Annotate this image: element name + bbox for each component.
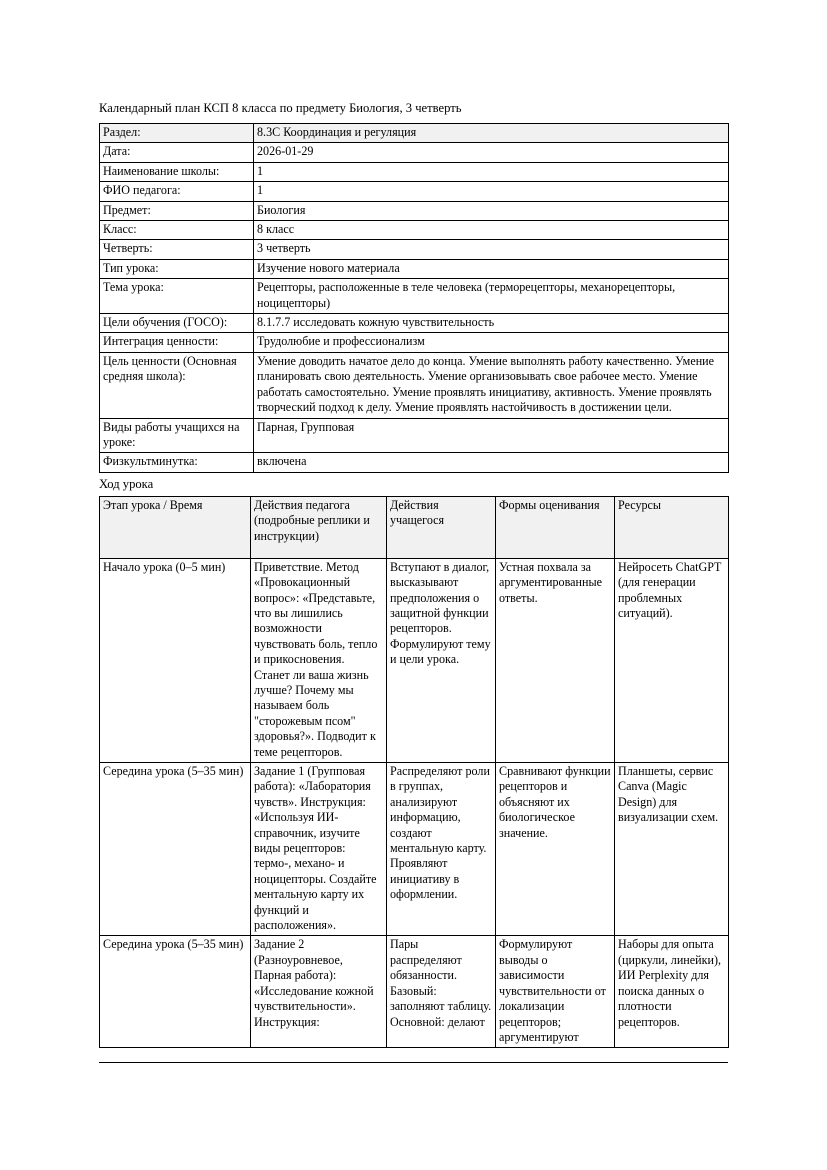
lesson-flow-heading: Ход урока — [99, 476, 154, 491]
document-content — [99, 100, 728, 1048]
table-row — [100, 240, 729, 259]
table-row — [100, 558, 729, 762]
info-row-value: 2026-01-29 — [254, 143, 729, 162]
flow-cell-resources: Планшеты, сервис Canva (Magic Design) для визуализации схем. — [615, 763, 729, 936]
info-row-value: Парная, Групповая — [254, 418, 729, 453]
info-row-label: ФИО педагога: — [100, 182, 254, 201]
flow-cell-teacher-actions: Приветствие. Метод «Провокационный вопрос»: «Представьте, что вы лишились возможности чувствовать боль, тепло и прикосновения. Станет ли ваша жизнь лучше? Почему мы называем боль "сторожевым псом" здоровья?». Подводит к теме рецепторов. — [251, 558, 387, 762]
table-row — [100, 279, 729, 314]
info-row-value: Изучение нового материала — [254, 259, 729, 278]
info-row-value: 1 — [254, 162, 729, 181]
column-header-teacher-actions: Действия педагога (подробные реплики и инструкции) — [251, 496, 387, 558]
info-row-label: Дата: — [100, 143, 254, 162]
info-row-label: Цель ценности (Основная средняя школа): — [100, 352, 254, 418]
info-row-value: 8 класс — [254, 221, 729, 240]
flow-cell-student-actions: Распределяют роли в группах, анализируют информацию, создают ментальную карту. Проявляют инициативу в оформлении. — [387, 763, 496, 936]
lesson-flow-body — [100, 558, 729, 1048]
flow-cell-stage: Середина урока (5–35 мин) — [100, 763, 251, 936]
table-row — [100, 124, 729, 143]
flow-cell-assessment: Формулируют выводы о зависимости чувствительности от локализации рецепторов; аргументируют — [496, 936, 615, 1048]
info-row-value: Рецепторы, расположенные в теле человека (терморецепторы, механорецепторы, ноцицепторы) — [254, 279, 729, 314]
table-row — [100, 162, 729, 181]
info-row-label: Раздел: — [100, 124, 254, 143]
info-row-label: Физкультминутка: — [100, 453, 254, 472]
lesson-flow-table — [99, 496, 729, 1049]
info-row-label: Четверть: — [100, 240, 254, 259]
info-row-value: 3 четверть — [254, 240, 729, 259]
table-row — [100, 763, 729, 936]
info-row-label: Тема урока: — [100, 279, 254, 314]
info-row-value: 8.1.7.7 исследовать кожную чувствительность — [254, 314, 729, 333]
flow-cell-student-actions: Пары распределяют обязанности. Базовый: заполняют таблицу. Основной: делают — [387, 936, 496, 1048]
info-row-label: Предмет: — [100, 201, 254, 220]
table-row — [100, 418, 729, 453]
table-header-row — [100, 496, 729, 558]
info-row-value: Трудолюбие и профессионализм — [254, 333, 729, 352]
lesson-info-body — [100, 124, 729, 473]
table-row — [100, 333, 729, 352]
column-header-stage: Этап урока / Время — [100, 496, 251, 558]
page-title: Календарный план КСП 8 класса по предмету Биология, 3 четверть — [99, 101, 462, 115]
info-row-label: Цели обучения (ГОСО): — [100, 314, 254, 333]
info-row-label: Тип урока: — [100, 259, 254, 278]
table-row — [100, 936, 729, 1048]
table-row — [100, 143, 729, 162]
table-row — [100, 182, 729, 201]
flow-cell-resources: Нейросеть ChatGPT (для генерации проблемных ситуаций). — [615, 558, 729, 762]
table-row — [100, 221, 729, 240]
lesson-flow-head — [100, 496, 729, 558]
flow-cell-resources: Наборы для опыта (циркули, линейки), ИИ Perplexity для поиска данных о плотности рецепторов. — [615, 936, 729, 1048]
info-row-label: Виды работы учащихся на уроке: — [100, 418, 254, 453]
info-row-value: Биология — [254, 201, 729, 220]
table-row — [100, 201, 729, 220]
column-header-resources: Ресурсы — [615, 496, 729, 558]
column-header-assessment: Формы оценивания — [496, 496, 615, 558]
flow-cell-student-actions: Вступают в диалог, высказывают предположения о защитной функции рецепторов. Формулируют тему и цели урока. — [387, 558, 496, 762]
flow-cell-assessment: Устная похвала за аргументированные ответы. — [496, 558, 615, 762]
flow-cell-stage: Начало урока (0–5 мин) — [100, 558, 251, 762]
flow-cell-assessment: Сравнивают функции рецепторов и объясняют их биологическое значение. — [496, 763, 615, 936]
column-header-student-actions: Действия учащегося — [387, 496, 496, 558]
info-row-value: 1 — [254, 182, 729, 201]
info-row-label: Класс: — [100, 221, 254, 240]
table-row — [100, 314, 729, 333]
lesson-info-table — [99, 123, 729, 473]
info-row-label: Наименование школы: — [100, 162, 254, 181]
info-row-label: Интеграция ценности: — [100, 333, 254, 352]
info-row-value: Умение доводить начатое дело до конца. Умение выполнять работу качественно. Умение планировать свою деятельность. Умение организовывать свое рабочее место. Умение работать самостоятельно. Умение проявлять инициативу, активность. Умение проявлять творческий подход к делу. Умение проявлять настойчивость в достижении цели. — [254, 352, 729, 418]
page-bottom-margin — [0, 1063, 827, 1170]
info-row-value: включена — [254, 453, 729, 472]
table-row — [100, 453, 729, 472]
table-row — [100, 259, 729, 278]
table-row — [100, 352, 729, 418]
flow-cell-stage: Середина урока (5–35 мин) — [100, 936, 251, 1048]
flow-cell-teacher-actions: Задание 1 (Групповая работа): «Лаборатория чувств». Инструкция: «Используя ИИ-справочник, изучите виды рецепторов: термо-, механо- и ноцицепторы. Создайте ментальную карту их функций и расположения». — [251, 763, 387, 936]
flow-cell-teacher-actions: Задание 2 (Разноуровневое, Парная работа): «Исследование кожной чувствительности». Инструкция: — [251, 936, 387, 1048]
info-row-value: 8.3C Координация и регуляция — [254, 124, 729, 143]
